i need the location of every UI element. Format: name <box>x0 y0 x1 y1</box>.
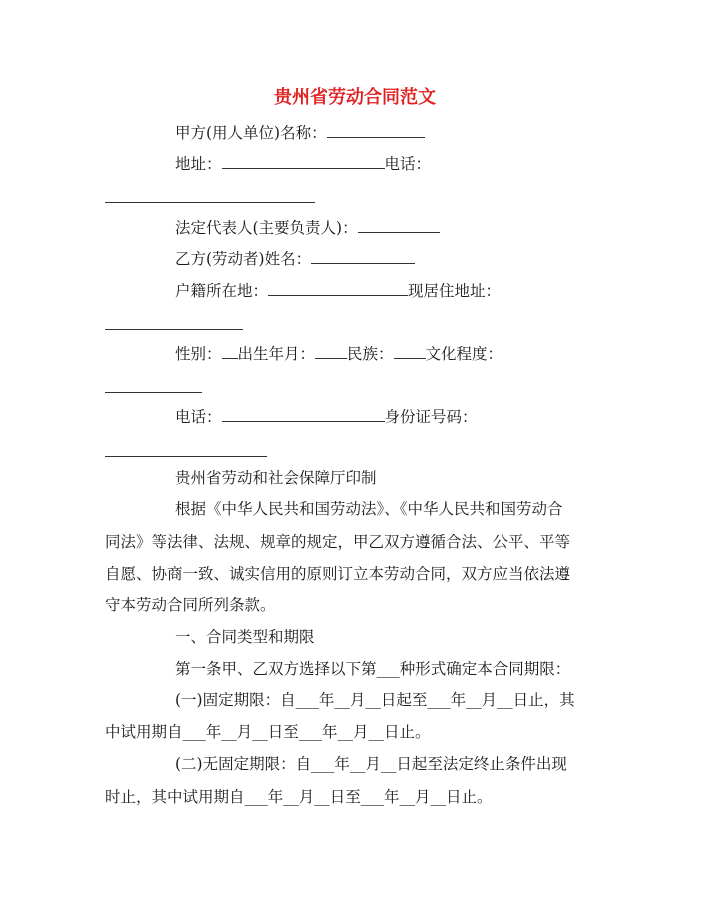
party-a-name-line <box>175 121 425 144</box>
household-line <box>175 279 501 302</box>
document-title: 贵州省劳动合同范文 <box>274 87 436 108</box>
birth-label: 出生年月： <box>237 345 316 363</box>
phone-label-2: 电话： <box>175 408 222 426</box>
party-b-name-label: 乙方(劳动者)姓名： <box>175 250 312 268</box>
address-blank <box>222 152 385 169</box>
intro-line-4: 守本劳动合同所列条款。 <box>105 596 276 614</box>
current-address-label: 现居住地址： <box>408 282 502 300</box>
birth-blank <box>315 342 347 359</box>
legal-rep-label: 法定代表人(主要负责人)： <box>175 219 358 237</box>
section-1-heading: 一、合同类型和期限 <box>175 628 315 646</box>
party-a-name-blank <box>327 121 425 138</box>
education-blank <box>105 391 202 393</box>
phone-label: 电话： <box>384 155 432 173</box>
party-b-name-blank <box>311 247 415 264</box>
current-address-blank <box>105 328 243 330</box>
fixed-term-line-2: 中试用期自___年__月__日至___年__月__日止。 <box>105 723 431 741</box>
printer-line: 贵州省劳动和社会保障厅印制 <box>175 469 377 487</box>
education-label: 文化程度： <box>425 345 504 363</box>
ethnicity-blank <box>394 342 426 359</box>
open-term-line-1: (二)无固定期限：自___年__月__日起至法定终止条件出现 <box>175 755 567 773</box>
legal-rep-blank <box>358 216 440 233</box>
phone-blank <box>105 201 315 203</box>
gender-label: 性别： <box>175 345 222 363</box>
household-label: 户籍所在地： <box>175 282 269 300</box>
id-number-label: 身份证号码： <box>384 408 478 426</box>
party-b-name-line <box>175 247 415 270</box>
personal-info-line <box>175 342 503 365</box>
article-1: 第一条甲、乙双方选择以下第___种形式确定本合同期限： <box>175 660 571 678</box>
phone-id-line <box>175 405 478 428</box>
ethnicity-label: 民族： <box>347 345 394 363</box>
intro-line-2: 同法》等法律、法规、规章的规定，甲乙双方遵循合法、公平、平等 <box>105 533 571 551</box>
address-phone-line <box>175 152 431 175</box>
legal-rep-line <box>175 216 440 239</box>
open-term-line-2: 时止，其中试用期自___年__月__日至___年__月__日止。 <box>105 788 493 806</box>
intro-line-1: 根据《中华人民共和国劳动法》、《中华人民共和国劳动合 <box>175 500 563 518</box>
address-label: 地址： <box>175 155 222 173</box>
household-blank <box>268 279 408 296</box>
gender-blank <box>222 342 238 359</box>
fixed-term-line-1: (一)固定期限：自___年__月__日起至___年__月__日止，其 <box>175 691 575 709</box>
phone-blank-2 <box>222 405 385 422</box>
id-number-blank <box>105 455 267 457</box>
intro-line-3: 自愿、协商一致、诚实信用的原则订立本劳动合同，双方应当依法遵 <box>105 565 571 583</box>
party-a-name-label: 甲方(用人单位)名称： <box>175 124 327 142</box>
